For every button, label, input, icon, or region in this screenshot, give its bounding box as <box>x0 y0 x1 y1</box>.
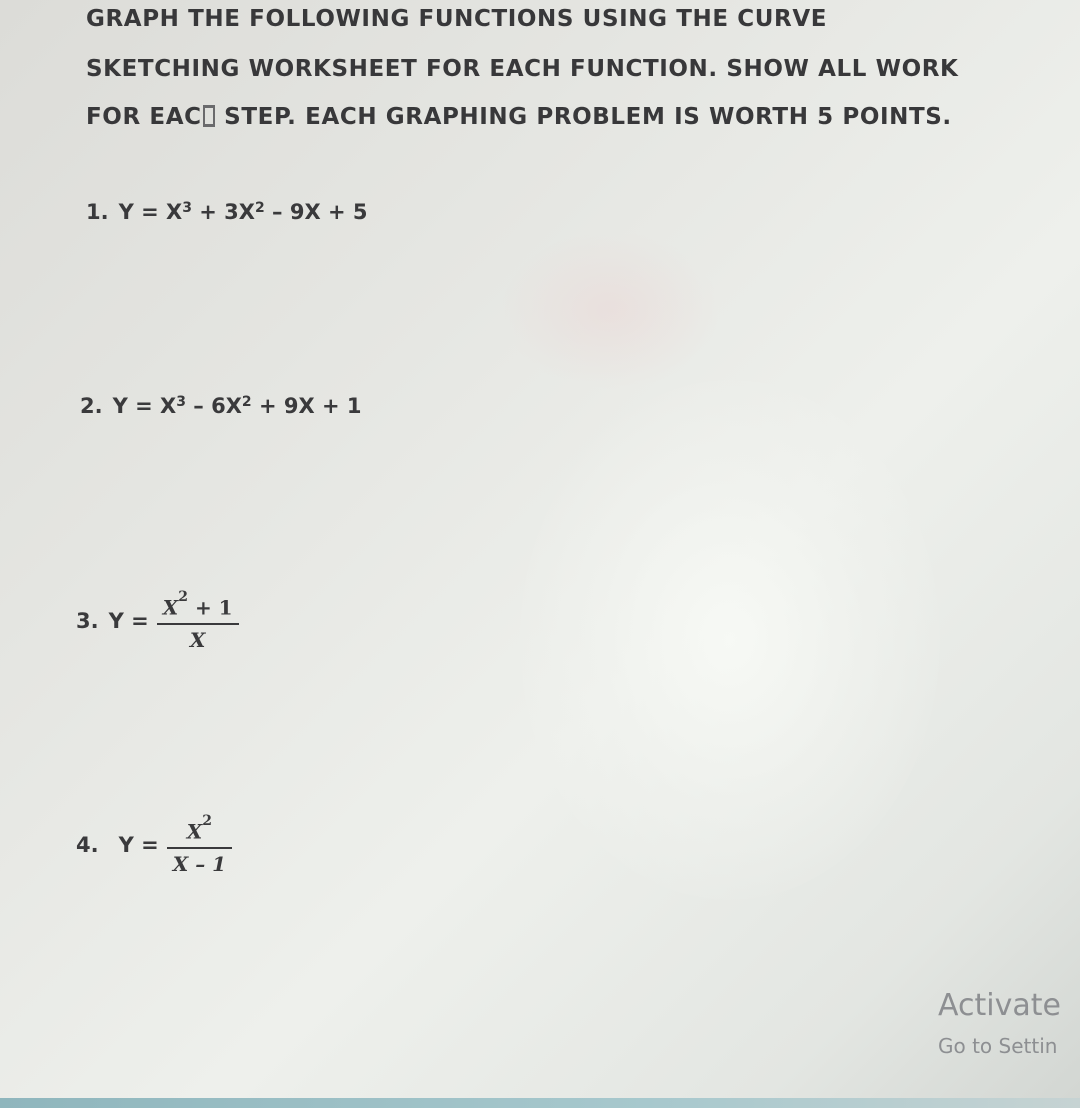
problem-number: 4. <box>76 833 99 858</box>
equation-part: – 6X <box>185 394 242 418</box>
variable: X <box>189 627 206 652</box>
instructions-line-3-start: FOR EAC <box>86 104 202 130</box>
activate-windows-watermark-subtitle: Go to Settin <box>938 1034 1058 1058</box>
fraction-denominator <box>184 625 212 655</box>
problem-3 <box>76 588 239 655</box>
exponent: 2 <box>255 200 265 216</box>
equation-part: Y = X <box>118 200 183 224</box>
activate-windows-watermark-title: Activate <box>938 988 1061 1023</box>
fraction-numerator <box>157 588 239 623</box>
exponent: 3 <box>182 200 192 216</box>
equation-part: + 9X + 1 <box>251 394 362 418</box>
fraction <box>167 812 232 879</box>
problem-number: 2. <box>80 394 103 418</box>
exponent: 2 <box>202 813 213 829</box>
problem-equation <box>119 200 368 224</box>
instructions-line-2: SKETCHING WORKSHEET FOR EACH FUNCTION. SHOW ALL WORK <box>86 56 959 82</box>
exponent: 2 <box>241 394 252 410</box>
equation-lhs: Y = <box>118 833 159 858</box>
instructions-line-3-end: STEP. EACH GRAPHING PROBLEM IS WORTH 5 POINTS. <box>215 104 952 130</box>
exponent: 3 <box>176 394 186 410</box>
denominator-text: X – 1 <box>172 851 227 876</box>
equation-part: + 3X <box>191 200 255 224</box>
problem-4 <box>76 812 232 879</box>
equation-part: Y = X <box>112 394 177 418</box>
fraction <box>157 588 239 655</box>
taskbar-edge <box>0 1098 1080 1108</box>
fraction-denominator <box>167 849 232 879</box>
instructions-line-3 <box>86 104 952 130</box>
equation-lhs: Y = <box>108 609 149 634</box>
numerator-rest: + 1 <box>188 595 233 620</box>
exponent: 2 <box>178 589 188 605</box>
problem-number: 3. <box>76 609 99 634</box>
problem-1 <box>86 200 368 224</box>
fraction-numerator <box>181 812 218 847</box>
problem-number: 1. <box>86 200 109 224</box>
i-beam-cursor-icon <box>203 105 215 127</box>
variable: X <box>162 595 179 620</box>
instructions-line-1: GRAPH THE FOLLOWING FUNCTIONS USING THE CURVE <box>86 6 828 32</box>
problem-equation <box>113 394 362 418</box>
variable: X <box>186 819 203 844</box>
problem-2 <box>80 394 362 418</box>
screen-reflection <box>500 230 720 390</box>
screen-glare <box>520 380 940 900</box>
equation-part: – 9X + 5 <box>264 200 368 224</box>
